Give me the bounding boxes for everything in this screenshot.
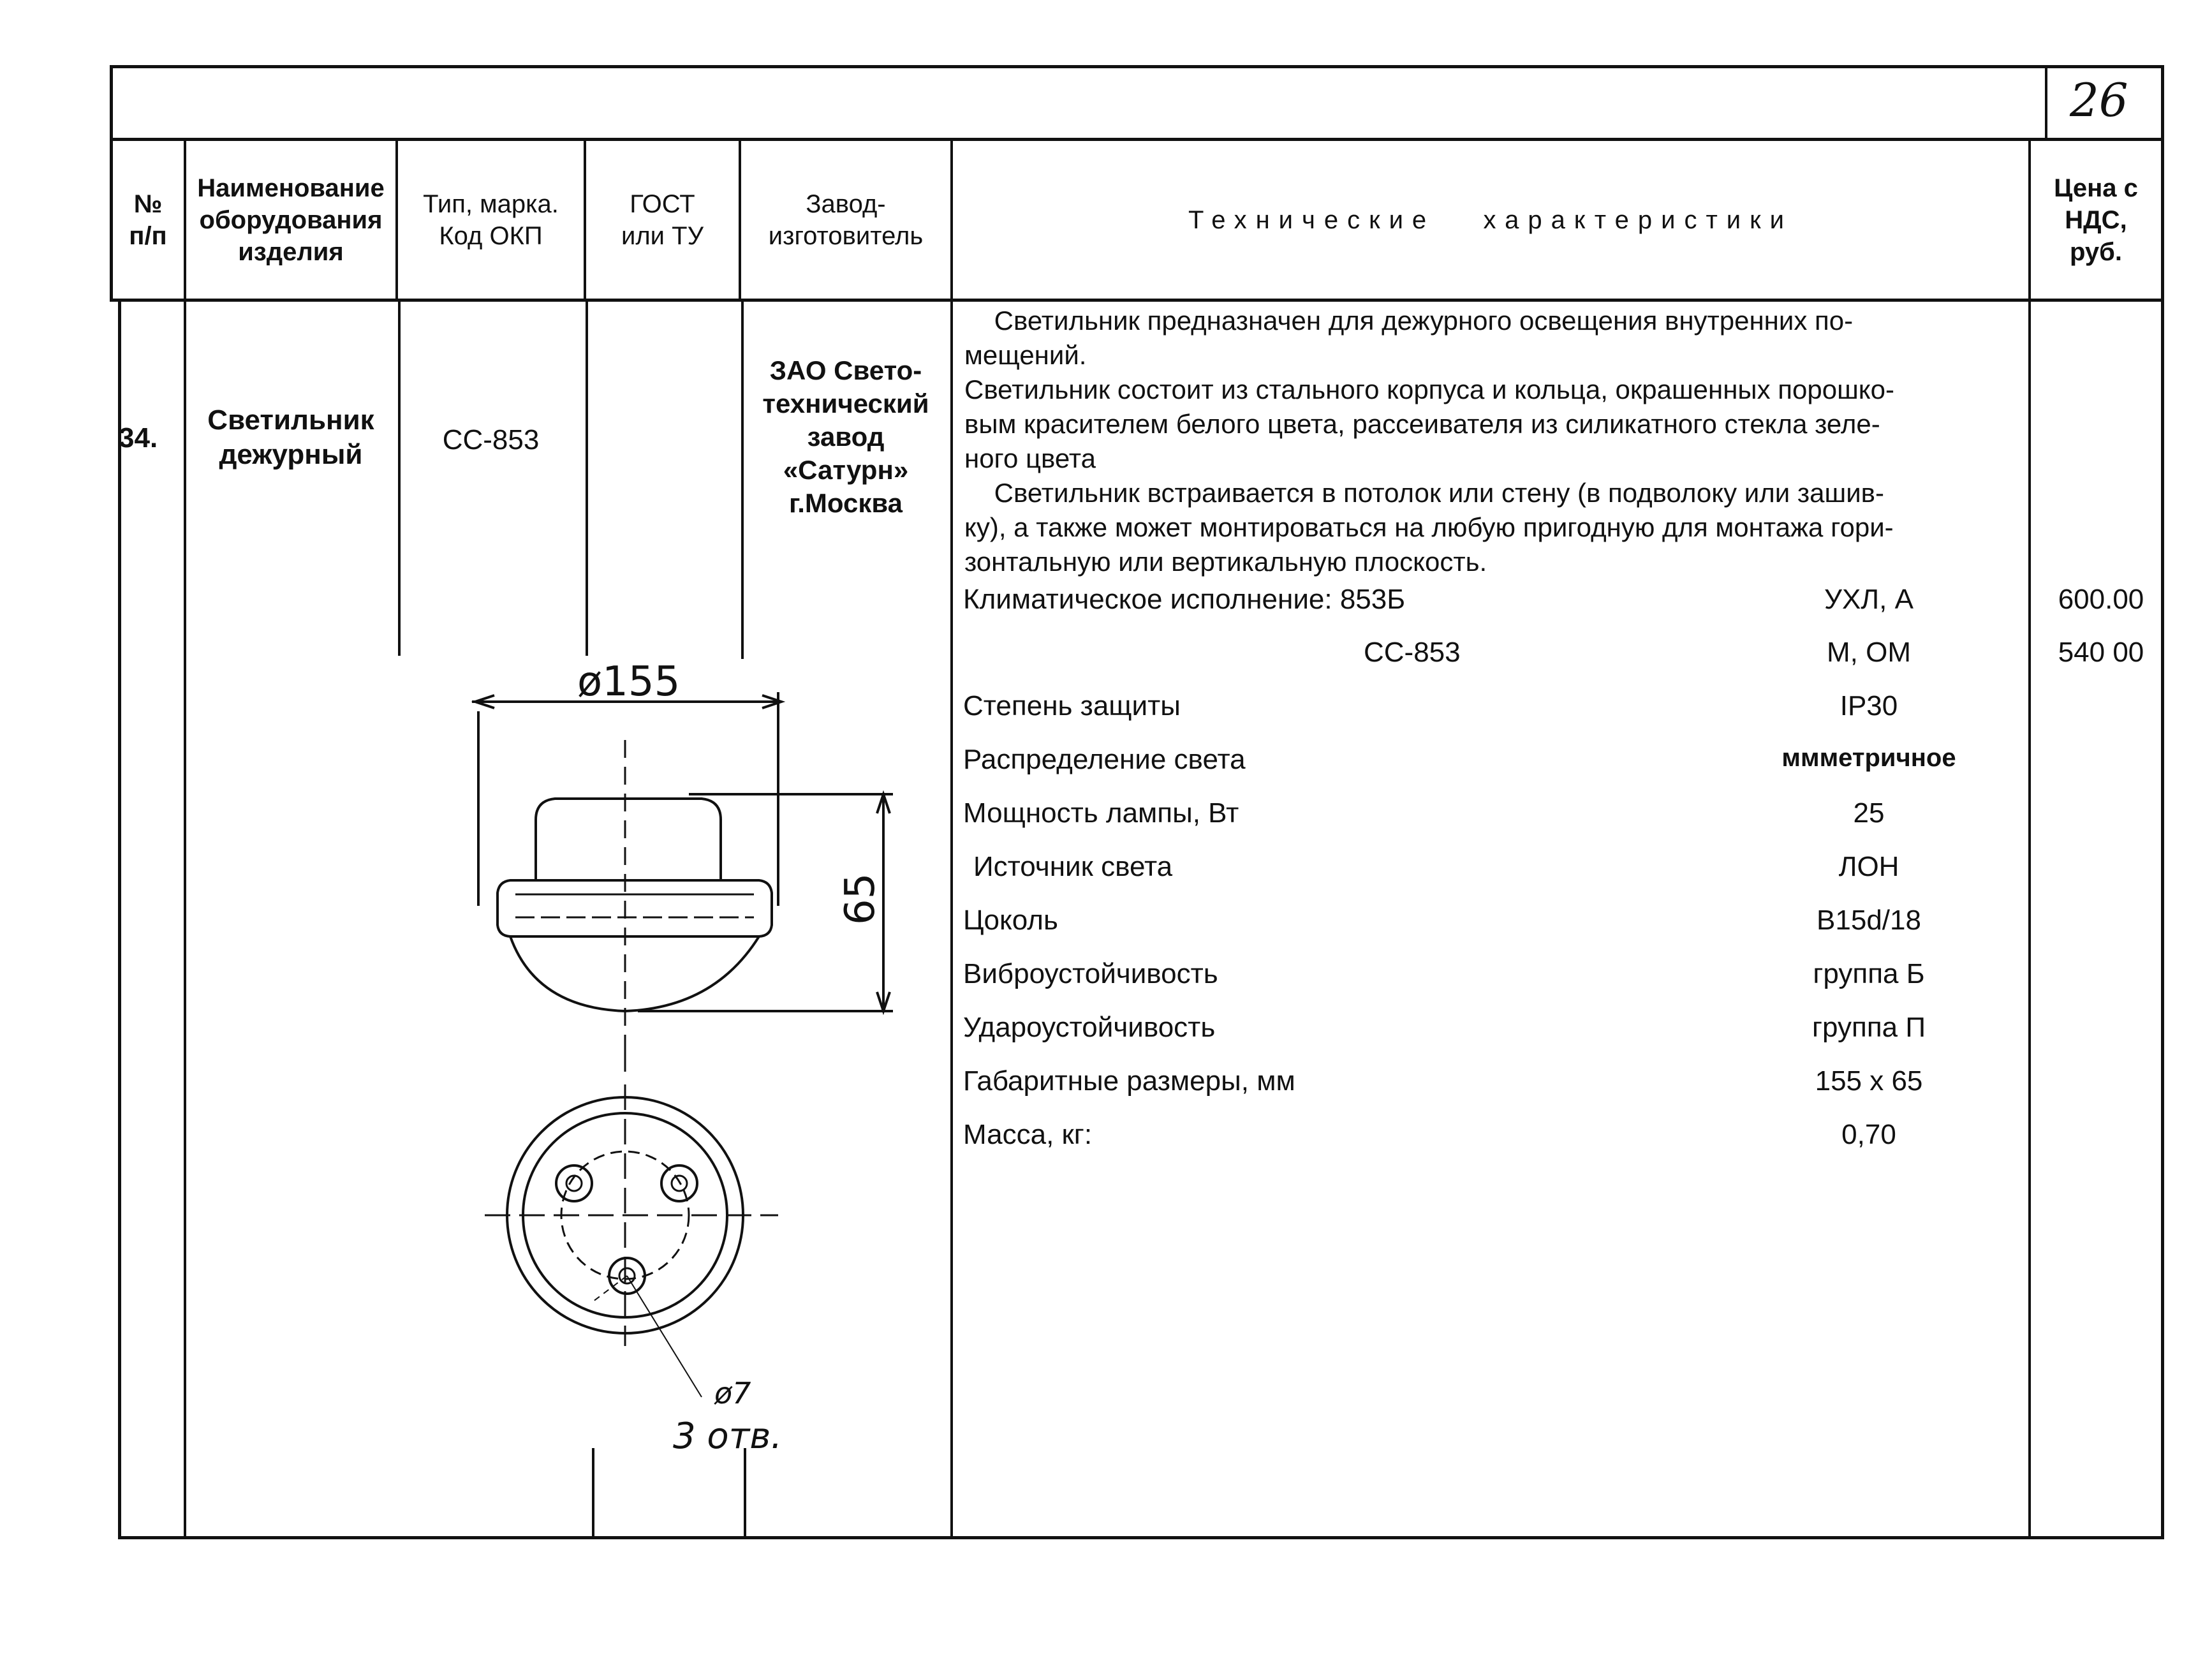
spec-label-mass: Масса, кг: bbox=[963, 1119, 1093, 1150]
spec-label-model: СС-853 bbox=[1364, 637, 1461, 668]
header-num: № п/п bbox=[129, 190, 167, 250]
dim-diameter-label: ø155 bbox=[577, 658, 681, 706]
spec-value-light-source: ЛОН bbox=[1838, 851, 1899, 882]
col-divider-3-body-upper bbox=[586, 299, 588, 656]
spec-label-socket: Цоколь bbox=[963, 905, 1058, 936]
col-divider-2-body bbox=[398, 299, 401, 656]
table-border-left-lower bbox=[118, 299, 121, 1539]
table-border-bottom bbox=[118, 1536, 2164, 1539]
description-line: зонтальную или вертикальную плоскость. bbox=[964, 547, 1487, 577]
spec-label-dimensions: Габаритные размеры, мм bbox=[963, 1065, 1295, 1097]
spec-value-protection: IP30 bbox=[1840, 690, 1898, 721]
table-border-right bbox=[2161, 65, 2164, 1539]
spec-value-vibration: группа Б bbox=[1813, 958, 1925, 989]
row-number: 34. bbox=[119, 422, 158, 454]
manufacturer: ЗАО Свето- технический завод «Сатурн» г.Москва bbox=[762, 355, 929, 518]
equipment-type: СС-853 bbox=[442, 424, 540, 455]
spec-label-climate: Климатическое исполнение: 853Б bbox=[963, 584, 1406, 615]
col-divider-6 bbox=[2028, 138, 2031, 1538]
col-divider-5 bbox=[950, 138, 953, 1538]
spec-label-vibration: Виброустойчивость bbox=[963, 958, 1218, 989]
header-price: Цена с НДС, руб. bbox=[2054, 174, 2138, 266]
header-top-rule bbox=[110, 138, 2164, 141]
description-line: Светильник встраивается в потолок или стену (в подволоку или зашив- bbox=[964, 478, 1884, 508]
description-line: ного цвета bbox=[964, 443, 1096, 473]
header-bottom-rule bbox=[110, 299, 2164, 302]
spec-value-lamp-power: 25 bbox=[1853, 797, 1885, 829]
luminaire-drawing bbox=[446, 651, 931, 1454]
header-maker: Завод- изготовитель bbox=[768, 190, 924, 250]
col-divider-1 bbox=[184, 138, 186, 1538]
header-specs: Технические характеристики bbox=[1188, 206, 1793, 234]
header-type: Тип, марка. Код ОКП bbox=[423, 190, 559, 250]
lamp-cap bbox=[536, 799, 721, 880]
col-divider-3-body-lower bbox=[592, 1448, 594, 1537]
dim-hole-label: ø7 bbox=[714, 1376, 751, 1410]
description-line: мещений. bbox=[964, 340, 1087, 370]
lamp-diffuser bbox=[510, 936, 759, 1011]
spec-value-socket: B15d/18 bbox=[1817, 905, 1921, 936]
spec-label-protection: Степень защиты bbox=[963, 690, 1181, 721]
description-line: Светильник состоит из стального корпуса и кольца, окрашенных порошко- bbox=[964, 374, 1894, 404]
holes-note: 3 отв. bbox=[673, 1416, 783, 1454]
equipment-name: Светильник дежурный bbox=[207, 404, 374, 470]
header-gost: ГОСТ или ТУ bbox=[621, 190, 704, 250]
description-line: ку), а также может монтироваться на любую пригодную для монтажа гори- bbox=[964, 512, 1894, 542]
spec-label-lamp-power: Мощность лампы, Вт bbox=[963, 797, 1239, 829]
price-cc853: 540 00 bbox=[2058, 637, 2144, 668]
spec-value-impact: группа П bbox=[1812, 1012, 1926, 1043]
spec-value-climate: УХЛ, А bbox=[1824, 584, 1913, 615]
dim-height-label: 65 bbox=[837, 873, 884, 925]
description-line: вым красителем белого цвета, рассеивателя из силикатного стекла зеле- bbox=[964, 409, 1880, 439]
spec-label-impact: Удароустойчивость bbox=[963, 1012, 1216, 1043]
table-border-top bbox=[110, 65, 2164, 68]
description-line: Светильник предназначен для дежурного освещения внутренних по- bbox=[964, 306, 1854, 336]
mount-hole-1 bbox=[556, 1165, 592, 1201]
lamp-flange bbox=[498, 880, 772, 936]
col-divider-4-body-lower bbox=[744, 1448, 746, 1537]
page-number-divider bbox=[2045, 65, 2047, 139]
spec-label-light-source: Источник света bbox=[973, 851, 1173, 882]
header-name: Наименование оборудования изделия bbox=[197, 174, 385, 266]
price-853b: 600.00 bbox=[2058, 584, 2144, 615]
spec-label-light-distribution: Распределение света bbox=[963, 744, 1246, 775]
spec-value-dimensions: 155 x 65 bbox=[1815, 1065, 1923, 1097]
spec-value-model: М, ОМ bbox=[1827, 637, 1911, 668]
spec-value-light-distribution: ммметричное bbox=[1781, 744, 1956, 772]
spec-value-mass: 0,70 bbox=[1841, 1119, 1896, 1150]
page-number: 26 bbox=[2070, 73, 2128, 127]
